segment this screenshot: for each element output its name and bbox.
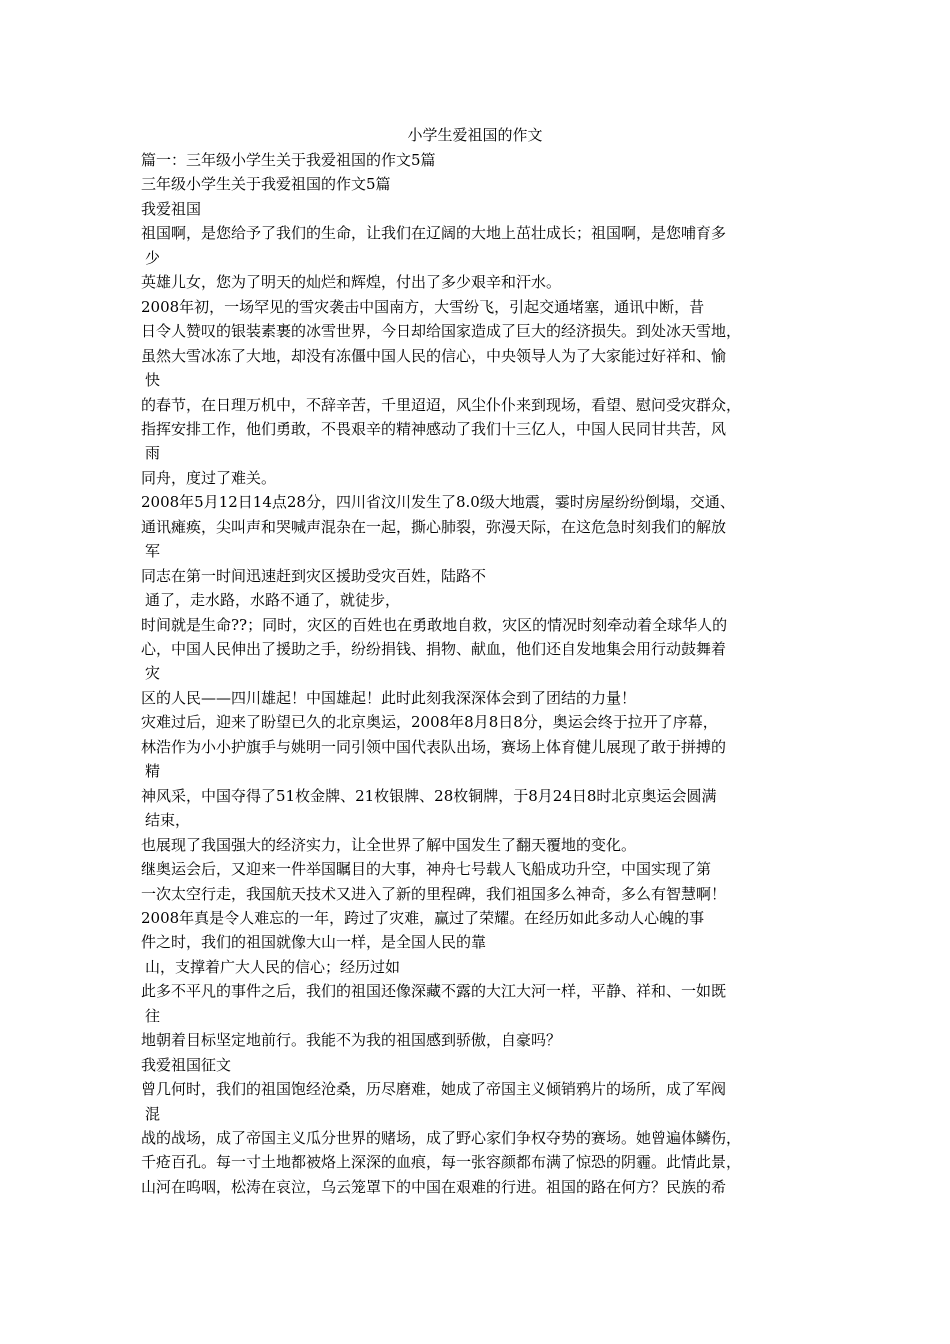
- text-line: 件之时，我们的祖国就像大山一样，是全国人民的靠: [141, 933, 487, 952]
- text-line: 神风采，中国夺得了51枚金牌、21枚银牌、28枚铜牌，于8月24日8时北京奥运会圆满: [141, 786, 717, 805]
- text-line: 一次太空行走，我国航天技术又进入了新的里程碑，我们祖国多么神奇，多么有智慧啊！: [141, 884, 727, 903]
- text-line: 战的战场，成了帝国主义瓜分世界的赌场，成了野心家们争权夺势的赛场。她曾遍体鳞伤，: [141, 1129, 742, 1147]
- text-line: 往: [145, 1006, 161, 1025]
- text-line: 此多不平凡的事件之后，我们的祖国还像深藏不露的大江大河一样，平静、祥和、一如既: [141, 982, 727, 1001]
- text-line: 精: [145, 762, 161, 781]
- text-line: 结束，: [145, 811, 191, 830]
- text-line: 篇一：三年级小学生关于我爱祖国的作文5篇: [141, 151, 436, 169]
- text-line: 三年级小学生关于我爱祖国的作文5篇: [141, 175, 391, 194]
- text-line: 雨: [145, 444, 161, 463]
- text-line: 同志在第一时间迅速赶到灾区援助受灾百姓，陆路不: [141, 566, 487, 585]
- text-line: 的春节，在日理万机中，不辞辛苦，千里迢迢，风尘仆仆来到现场，看望、慰问受灾群众，: [141, 395, 742, 414]
- text-line: 继奥运会后，又迎来一件举国瞩目的大事，神舟七号载人飞船成功升空，中国实现了第: [141, 860, 712, 879]
- text-line: 混: [145, 1104, 161, 1123]
- text-line: 灾难过后，迎来了盼望已久的北京奥运，2008年8月8日8分，奥运会终于拉开了序幕，: [141, 713, 718, 732]
- text-line: 曾几何时，我们的祖国饱经沧桑，历尽磨难，她成了帝国主义倾销鸦片的场所，成了军阀: [141, 1080, 727, 1099]
- text-line: 通讯瘫痪，尖叫声和哭喊声混杂在一起，撕心肺裂，弥漫天际，在这危急时刻我们的解放: [141, 517, 727, 536]
- text-line: 心，中国人民伸出了援助之手，纷纷捐钱、捐物、献血，他们还自发地集会用行动鼓舞着: [141, 640, 727, 658]
- text-line: 英雄儿女，您为了明天的灿烂和辉煌，付出了多少艰辛和汗水。: [141, 273, 562, 292]
- text-line: 军: [145, 542, 161, 561]
- text-line: 地朝着目标坚定地前行。我能不为我的祖国感到骄傲，自豪吗？: [141, 1031, 562, 1050]
- text-line: 山河在呜咽，松涛在哀泣，乌云笼罩下的中国在艰难的行进。祖国的路在何方？民族的希: [141, 1177, 727, 1196]
- text-line: 日令人赞叹的银装素裹的冰雪世界，今日却给国家造成了巨大的经济损失。到处冰天雪地，: [141, 322, 742, 341]
- text-line: 通了，走水路，水路不通了，就徒步，: [145, 591, 401, 610]
- document-title: 小学生爱祖国的作文: [407, 126, 543, 144]
- text-line: 2008年5月12日14点28分，四川省汶川发生了8.0级大地震，霎时房屋纷纷倒塌，交通、: [141, 493, 735, 512]
- text-line: 山，支撑着广大人民的信心；经历过如: [145, 957, 401, 976]
- text-line: 祖国啊，是您给予了我们的生命，让我们在辽阔的大地上茁壮成长；祖国啊，是您哺育多: [141, 224, 727, 243]
- text-line: 2008年真是令人难忘的一年，跨过了灾难，赢过了荣耀。在经历如此多动人心魄的事: [141, 908, 705, 927]
- text-line: 灾: [145, 664, 161, 683]
- text-line: 我爱祖国征文: [141, 1055, 232, 1074]
- text-line: 时间就是生命??；同时，灾区的百姓也在勇敢地自救，灾区的情况时刻牵动着全球华人的: [141, 615, 728, 634]
- text-line: 虽然大雪冰冻了大地，却没有冻僵中国人民的信心，中央领导人为了大家能过好祥和、愉: [141, 346, 727, 365]
- text-line: 2008年初，一场罕见的雪灾袭击中国南方，大雪纷飞，引起交通堵塞，通讯中断，昔: [141, 297, 705, 316]
- text-line: 指挥安排工作，他们勇敢，不畏艰辛的精神感动了我们十三亿人，中国人民同甘共苦，风: [141, 419, 727, 438]
- text-line: 快: [145, 371, 161, 390]
- text-line: 我爱祖国: [141, 199, 202, 218]
- text-line: 少: [145, 248, 161, 267]
- text-line: 同舟，度过了难关。: [141, 468, 277, 487]
- text-line: 区的人民——四川雄起！中国雄起！此时此刻我深深体会到了团结的力量！: [141, 688, 637, 707]
- text-line: 千疮百孔。每一寸土地都被烙上深深的血痕，每一张容颜都布满了惊恐的阴霾。此情此景，: [141, 1153, 742, 1172]
- text-line: 也展现了我国强大的经济实力，让全世界了解中国发生了翻天覆地的变化。: [141, 835, 637, 854]
- text-line: 林浩作为小小护旗手与姚明一同引领中国代表队出场，赛场上体育健儿展现了敢于拼搏的: [141, 737, 727, 756]
